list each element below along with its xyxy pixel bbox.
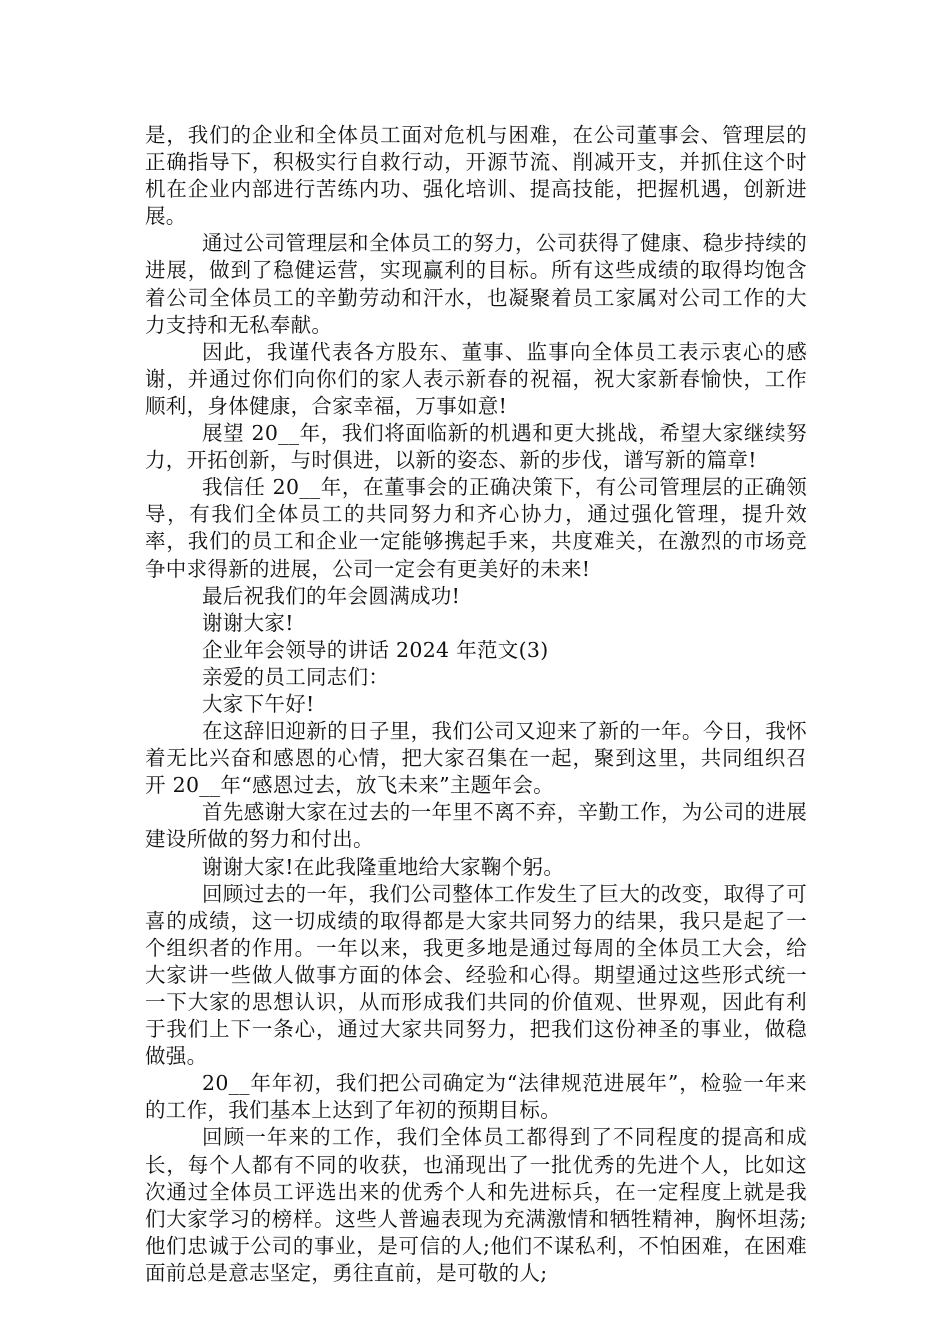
paragraph: 20__年年初，我们把公司确定为“法律规范进展年”，检验一年来的工作，我们基本上达到了年初的预期目标。	[145, 1071, 807, 1123]
paragraph: 展望 20__年，我们将面临新的机遇和更大挑战，希望大家继续努力，开拓创新，与时俱进，以新的姿态、新的步伐，谱写新的篇章!	[145, 421, 807, 473]
paragraph: 谢谢大家!	[202, 610, 294, 635]
paragraph: 通过公司管理层和全体员工的努力，公司获得了健康、稳步持续的进展，做到了稳健运营，实现赢利的目标。所有这些成绩的取得均饱含着公司全体员工的辛勤劳动和汗水，也凝聚着员工家属对公司工作的大力支持和无私奉献。	[145, 231, 807, 337]
paragraph: 亲爱的员工同志们：	[202, 664, 390, 689]
paragraph: 最后祝我们的年会圆满成功!	[202, 583, 461, 608]
paragraph: 企业年会领导的讲话 2024 年范文(3)	[202, 637, 549, 662]
paragraph: 因此，我谨代表各方股东、董事、监事向全体员工表示衷心的感谢，并通过你们向你们的家人表示新春的祝福，祝大家新春愉快，工作顺利，身体健康，合家幸福，万事如意!	[145, 339, 807, 418]
document-body	[145, 122, 807, 1287]
paragraph: 回顾一年来的工作，我们全体员工都得到了不同程度的提高和成长，每个人都有不同的收获，也涌现出了一批优秀的先进个人，比如这次通过全体员工评选出来的优秀个人和先进标兵，在一定程度上就是我们大家学习的榜样。这些人普遍表现为充满激情和牺牲精神，胸怀坦荡;他们忠诚于公司的事业，是可信的人;他们不谋私利，不怕困难，在困难面前总是意志坚定，勇往直前，是可敬的人;	[145, 1125, 807, 1285]
paragraph: 首先感谢大家在过去的一年里不离不弃，辛勤工作，为公司的进展建设所做的努力和付出。	[145, 800, 807, 852]
paragraph: 我信任 20__年，在董事会的正确决策下，有公司管理层的正确领导，有我们全体员工的共同努力和齐心协力，通过强化管理，提升效率，我们的员工和企业一定能够携起手来，共度难关，在激烈的市场竞争中求得新的进展，公司一定会有更美好的未来!	[145, 475, 807, 581]
paragraph: 回顾过去的一年，我们公司整体工作发生了巨大的改变，取得了可喜的成绩，这一切成绩的取得都是大家共同努力的结果，我只是起了一个组织者的作用。一年以来，我更多地是通过每周的全体员工大会，给大家讲一些做人做事方面的体会、经验和心得。期望通过这些形式统一一下大家的思想认识，从而形成我们共同的价值观、世界观，因此有利于我们上下一条心，通过大家共同努力，把我们这份神圣的事业，做稳做强。	[145, 881, 807, 1069]
paragraph: 大家下午好!	[202, 691, 315, 716]
paragraph: 在这辞旧迎新的日子里，我们公司又迎来了新的一年。今日，我怀着无比兴奋和感恩的心情，把大家召集在一起，聚到这里，共同组织召开 20__年“感恩过去，放飞未来”主题年会。	[145, 719, 807, 798]
paragraph: 是，我们的企业和全体员工面对危机与困难，在公司董事会、管理层的正确指导下，积极实行自救行动，开源节流、削减开支，并抓住这个时机在企业内部进行苦练内功、强化培训、提高技能，把握机遇，创新进展。	[145, 123, 807, 229]
paragraph: 谢谢大家!在此我隆重地给大家鞠个躬。	[202, 854, 565, 879]
